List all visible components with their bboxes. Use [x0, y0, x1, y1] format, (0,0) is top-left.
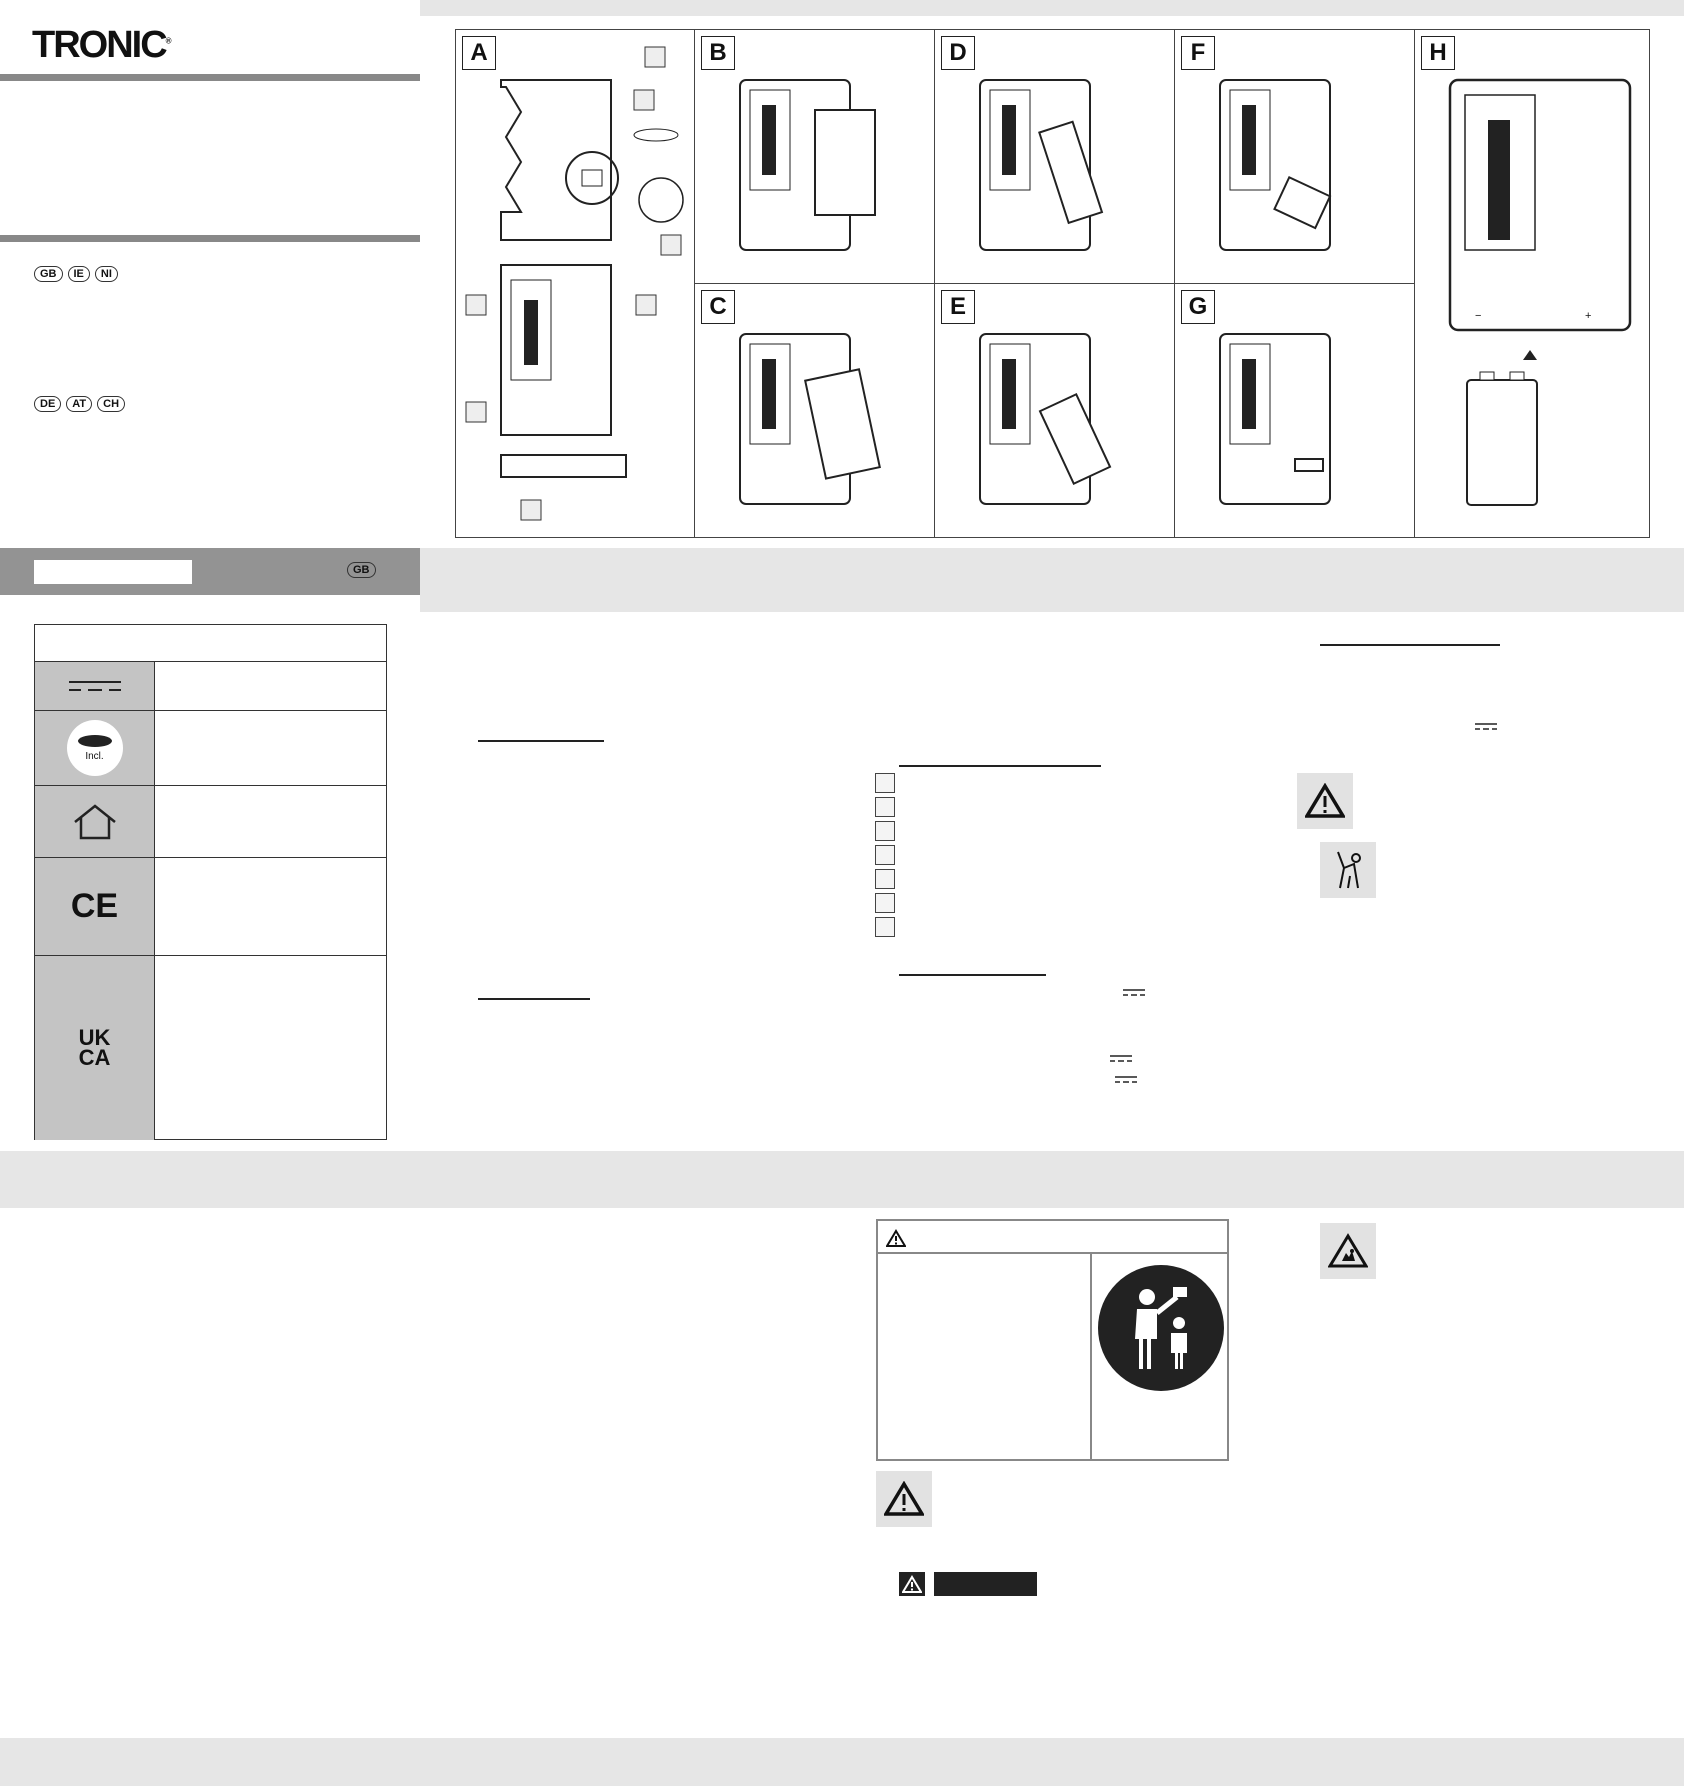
direct-current-icon: [1114, 1075, 1138, 1085]
divider-bottom: [0, 235, 420, 242]
country-pill: CH: [97, 396, 125, 412]
device-drawing: [975, 75, 1155, 275]
country-pill: NI: [95, 266, 118, 282]
panel-letter: C: [701, 290, 735, 324]
heading-underline: [899, 765, 1101, 767]
panel-letter: B: [701, 36, 735, 70]
panel-letter: D: [941, 36, 975, 70]
warning-box-divider: [1090, 1254, 1092, 1461]
panel-d: [935, 30, 1175, 284]
part-number-box: [875, 821, 895, 841]
symbol-row: [35, 857, 386, 955]
keep-away-from-children-icon: [1098, 1265, 1224, 1391]
direct-current-icon: [1122, 988, 1146, 998]
part-number-box: [875, 845, 895, 865]
minus-label: −: [1475, 310, 1482, 322]
panel-letter: H: [1421, 36, 1455, 70]
symbol-table: [34, 624, 387, 1140]
title-box: [34, 560, 192, 584]
part-number-box: [875, 893, 895, 913]
country-pill: AT: [66, 396, 92, 412]
direct-current-icon: [35, 662, 155, 710]
symbol-row: [35, 661, 386, 710]
symbol-row: [35, 785, 386, 857]
part-number-box: [875, 797, 895, 817]
battery-included-icon: Incl.: [35, 711, 155, 785]
panel-c: [695, 284, 935, 537]
country-pill: DE: [34, 396, 61, 412]
top-band: [420, 0, 1684, 16]
heading-underline: [478, 998, 590, 1000]
plus-label: +: [1585, 310, 1592, 322]
parts-list: [875, 773, 895, 937]
device-9v-drawing: [1445, 75, 1645, 525]
panel-letter: G: [1181, 290, 1215, 324]
country-pill: GB: [34, 266, 63, 282]
panel-h: [1415, 30, 1649, 537]
section-band: [420, 548, 1684, 612]
part-number-box: [875, 773, 895, 793]
child-hazard-icon: [1320, 842, 1376, 898]
heading-underline: [899, 974, 1046, 976]
panel-letter: A: [462, 36, 496, 70]
device-drawing: [1215, 75, 1395, 275]
warning-box-header: [878, 1221, 1227, 1254]
section-header-bar: [0, 548, 420, 595]
bottom-band: [0, 1738, 1684, 1786]
warning-triangle-icon: [1297, 773, 1353, 829]
country-pill: GB: [347, 562, 376, 578]
indoor-use-icon: [35, 786, 155, 857]
device-drawing: [1215, 329, 1395, 529]
device-drawing: [735, 75, 915, 275]
device-drawing: [975, 329, 1155, 529]
brand-logo: TRONIC®: [32, 24, 170, 66]
panel-letter: F: [1181, 36, 1215, 70]
ce-mark-icon: CE: [35, 858, 155, 955]
part-number-box: [875, 869, 895, 889]
country-group-1: [34, 264, 123, 282]
country-pill: IE: [68, 266, 90, 282]
figure-grid: [455, 29, 1650, 538]
panel-a: [456, 30, 695, 537]
direct-current-icon: [1109, 1054, 1133, 1064]
signal-word-label: [934, 1572, 1037, 1596]
warning-triangle-icon: [886, 1229, 906, 1247]
symbol-row: [35, 710, 386, 785]
ukca-mark-icon: UKCA: [35, 956, 155, 1140]
child-warning-box: [876, 1219, 1229, 1461]
warning-triangle-icon: [876, 1471, 932, 1527]
panel-f: [1175, 30, 1415, 284]
device-back-drawing: [456, 30, 695, 537]
panel-b: [695, 30, 935, 284]
heading-underline: [478, 740, 604, 742]
explosion-hazard-icon: [1320, 1223, 1376, 1279]
panel-g: [1175, 284, 1415, 537]
part-number-box: [875, 917, 895, 937]
direct-current-icon: [1474, 722, 1498, 732]
symbol-row: [35, 955, 386, 1140]
warning-triangle-icon: [899, 1572, 925, 1596]
mid-band: [0, 1151, 1684, 1208]
heading-underline: [1320, 644, 1500, 646]
panel-e: [935, 284, 1175, 537]
device-drawing: [735, 329, 915, 529]
country-group-2: [34, 394, 130, 412]
panel-letter: E: [941, 290, 975, 324]
divider-top: [0, 74, 420, 81]
